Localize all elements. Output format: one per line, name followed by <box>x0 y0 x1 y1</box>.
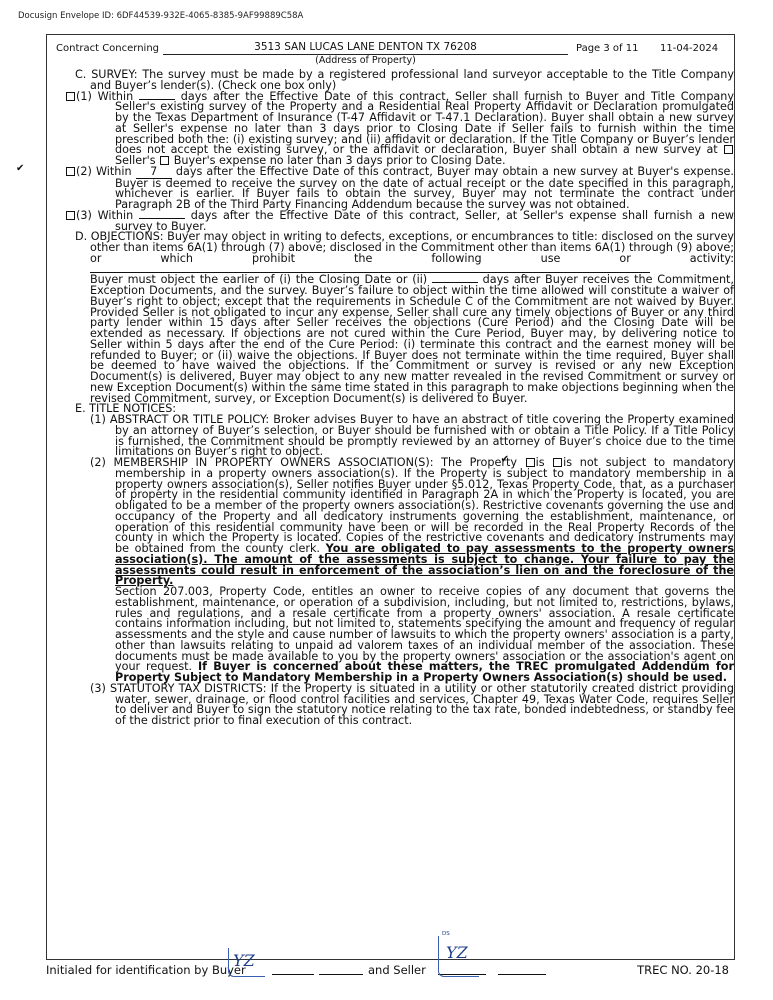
and-seller-label: and Seller <box>368 963 426 977</box>
survey-option-2: ✔(2) Within 7 days after the Effective Date of this contract, Buyer may obtain a new survey at Buyer's expense. Buyer is deemed to receive the survey on the date of actual receipt or the date specified in this paragraph, whichever is earlier. If Buyer fails to obtain the survey, Buyer may not terminate the contract under Paragraph 2B of the Third Party Financing Addendum because the survey was not obtained. <box>58 167 734 211</box>
poa-warning-bold: You are obligated to pay assessments to the property owners association(s). The amount of the assessments is subject to change. Your failure to pay the assessments could result in enforcement of the association’s lien on and the foreclosure of the Property. <box>115 542 734 588</box>
trec-number: TREC NO. 20-18 <box>637 963 729 977</box>
docusign-ds-mark: DS <box>442 931 450 937</box>
initialed-label: Initialed for identification by Buyer <box>46 963 246 977</box>
address-caption: (Address of Property) <box>315 55 416 66</box>
seller-initials-signature[interactable]: YZ <box>446 943 468 962</box>
survey-option-2-days[interactable]: 7 <box>136 167 172 179</box>
survey-option-1-checkbox[interactable] <box>66 92 75 101</box>
buyer-initial-line-2[interactable] <box>319 962 363 975</box>
notice-tax-districts: (3) STATUTORY TAX DISTRICTS: If the Property is situated in a utility or other statutorily created district providing water, sewer, drainage, or flood control facilities and services, Chapter 49, Texas Water Code, requires Seller to deliver and Buyer to sign the statutory notice relating to the tax rate, bonded indebtedness, or standby fee of the district prior to final execution of this contract. <box>90 681 734 727</box>
buyer-initial-line-1[interactable] <box>272 962 314 975</box>
seller-initial-line-2[interactable] <box>498 962 546 975</box>
envelope-id: Docusign Envelope ID: 6DF44539-932E-4065-8385-9AF99889C58A <box>18 11 304 21</box>
survey-option-3: (3) Within days after the Effective Date of this contract, Seller, at Seller's expense shall furnish a new survey to Buyer. <box>58 211 734 233</box>
buyer-expense-checkbox[interactable] <box>160 156 169 165</box>
title-notices-heading: E. TITLE NOTICES: <box>75 402 177 416</box>
objections-body: Buyer must object the earlier of (i) the Closing Date or (ii) days after Buyer receives the Commitment, Exception Documents, and the survey. Buyer’s failure to object within the time allowed will constitute a waiver of Buyer’s right to object; except that the requirements in Schedule C of the Commitment are not waived by Buyer. Provided Seller is not obligated to incur any expense, Seller shall cure any timely objections of Buyer or any third party lender within 15 days after Seller receives the objections (Cure Period) and the Closing Date will be extended as necessary. If objections are not cured within the Cure Period, Buyer may, by delivering notice to Seller within 5 days after the end of the Cure Period: (i) terminate this contract and the earnest money will be refunded to Buyer; or (ii) waive the objections. If Buyer does not terminate within the time required, Buyer shall be deemed to have waived the objections. If the Commitment or survey is revised or any new Exception Document(s) is delivered, Buyer may object to any new matter revealed in the revised Commitment or survey or new Exception Document(s) within the same time stated in this paragraph to make objections beginning when the revised Commitment, survey, or Exception Document(s) is delivered to Buyer. <box>90 273 734 405</box>
survey-option-2-checkbox[interactable] <box>66 167 75 176</box>
survey-heading: C. SURVEY: The survey must be made by a registered professional land surveyor acceptable to the Title Company and Buyer’s lender(s). (Check one box only) <box>75 68 734 92</box>
seller-expense-checkbox[interactable] <box>724 145 733 154</box>
page-number: Page 3 of 11 <box>576 43 639 54</box>
poa-section-207: Section 207.003, Property Code, entitles an owner to receive copies of any document that governs the establishment, maintenance, or operation of a subdivision, including, but not limited to, restrictions, bylaws, rules and regulations, and a resale certificate from a property owners' association. A resale certificate contains information including, but not limited to, statements specifying the amount and frequency of regular assessments and the style and cause number of lawsuits to which the property owners' association is a party, other than lawsuits relating to unpaid ad valorem taxes of an individual member of the association. These documents must be made available to you by the property owners' association or the association's agent on your request. If Buyer is concerned about these matters, the TREC promulgated Addendum for Property Subject to Mandatory Membership in a Property Owners Association(s) should be used. <box>115 585 734 684</box>
poa-is-checkbox[interactable] <box>526 458 535 467</box>
survey-option-1: (1) Within days after the Effective Date of this contract, Seller shall furnish to Buyer and Title Company Seller's existing survey of the Property and a Residential Real Property Affidavit or Declaration promulgated by the Texas Department of Insurance (T-47 Affidavit or T-47.1 Declaration). Buyer shall obtain a new survey at Seller's expense no later than 3 days prior to Closing Date if Seller fails to furnish within the time prescribed both the: (i) existing survey; and (ii) affidavit or declaration. If the Title Company or Buyer’s lender does not accept the existing survey, or the affidavit or declaration, Buyer shall obtain a new survey at Seller's Buyer's expense no later than 3 days prior to Closing Date. <box>58 92 734 167</box>
notice-abstract: (1) ABSTRACT OR TITLE POLICY: Broker advises Buyer to have an abstract of title covering the Property examined by an attorney of Buyer’s selection, or Buyer should be furnished with or obtain a Title Policy. If a Title Policy is furnished, the Commitment should be promptly reviewed by an attorney of Buyer’s choice due to the time limitations on Buyer’s right to object. <box>90 413 734 459</box>
contract-concerning-label: Contract Concerning <box>56 43 160 54</box>
page-footer <box>46 962 735 986</box>
buyer-initials-signature[interactable]: YZ <box>233 951 255 970</box>
notice-poa: (2) MEMBERSHIP IN PROPERTY OWNERS ASSOCIATION(S): The Property ✔ is is not subject to mandatory membership in a property owners association(s). If the Property is subject to mandatory membership in a property owners association(s), Seller notifies Buyer under §5.012, Texas Property Code, that, as a purchaser of property in the residential community identified in Paragraph 2A in which the Property is located, you are obligated to be a member of the property owners association(s). Restrictive covenants governing the use and occupancy of the Property and all dedicatory instruments governing the establishment, maintenance, or operation of this residential community have been or will be recorded in the Real Property Records of the county in which the Property is located. Copies of the restrictive covenants and dedicatory instruments may be obtained from the county clerk. You are obligated to pay assessments to the property owners association(s). The amount of the assessments is subject to change. Your failure to pay the assessments could result in enforcement of the association’s lien on and the foreclosure of the Property. <box>58 458 734 587</box>
poa-addendum-bold: If Buyer is concerned about these matters, the TREC promulgated Addendum for Property Subject to Mandatory Membership in a Property Owners Association(s) should be used. <box>115 660 734 684</box>
objections-section: D. OBJECTIONS: Buyer may object in writing to defects, exceptions, or encumbrances to title: disclosed on the survey other than items 6A(1) through (7) above; disclosed in the Commitment other than items 6A(1) through (9) above; or which prohibit the following use or activity: <box>58 232 734 275</box>
property-address[interactable]: 3513 SAN LUCAS LANE DENTON TX 76208 <box>254 41 477 53</box>
survey-option-3-checkbox[interactable] <box>66 211 75 220</box>
header-date: 11-04-2024 <box>660 43 719 54</box>
contract-body <box>58 70 734 727</box>
page-header <box>54 41 726 71</box>
poa-is-not-checkbox[interactable] <box>553 458 562 467</box>
